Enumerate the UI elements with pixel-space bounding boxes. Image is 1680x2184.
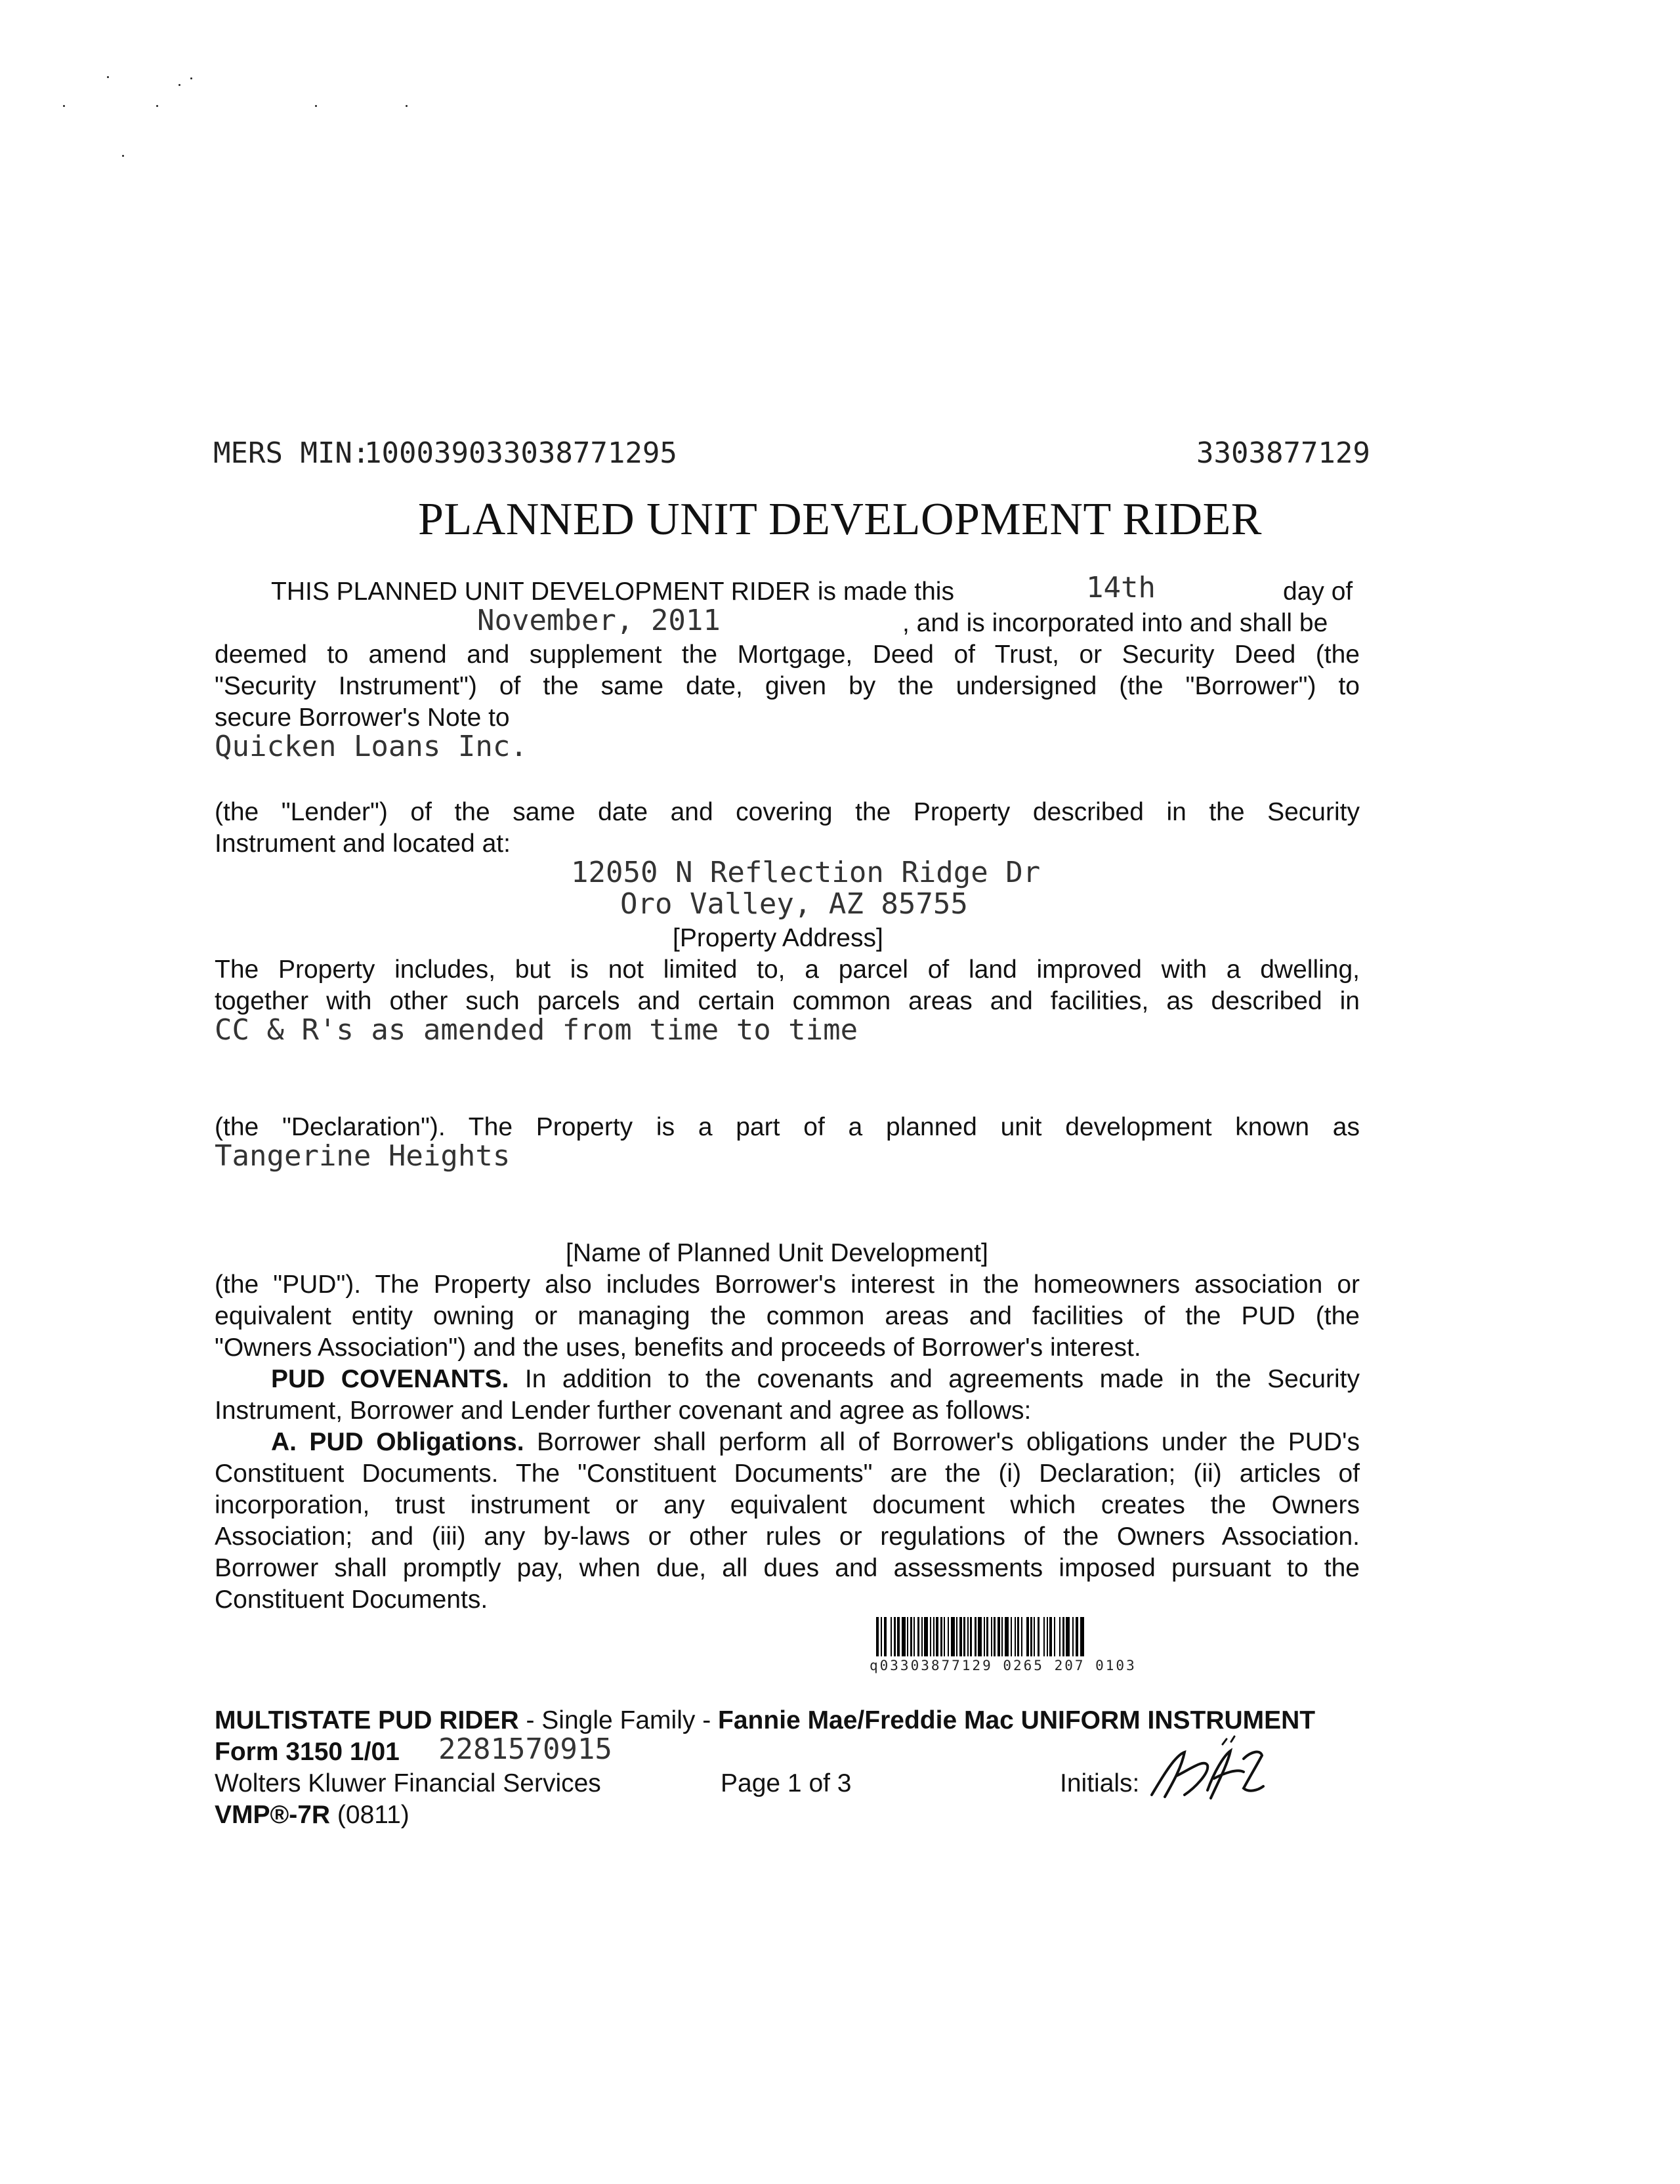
intro-line3: deemed to amend and supplement the Mortgage, Deed of Trust, or Security Deed (the: [215, 640, 1360, 669]
covenants-text1: In addition to the covenants and agreements made in the Security: [509, 1365, 1360, 1393]
form-title: [215, 1705, 1315, 1736]
form-number: Form 3150 1/01: [215, 1738, 400, 1766]
property-line6: "Owners Association") and the uses, benefits and proceeds of Borrower's interest.: [215, 1334, 1141, 1362]
intro-line5: secure Borrower's Note to: [215, 704, 510, 732]
section-a-line6: Constituent Documents.: [215, 1586, 488, 1614]
scan-speck: [315, 105, 317, 107]
pud-name-fill: Tangerine Heights: [215, 1139, 511, 1173]
section-a-line4: Association; and (iii) any by-laws or other rules or regulations of the Owners Association.: [215, 1522, 1360, 1551]
property-street: 12050 N Reflection Ridge Dr: [571, 856, 1041, 889]
section-a-text1: Borrower shall perform all of Borrower's obligations under the PUD's: [524, 1428, 1360, 1456]
section-a-line2: Constituent Documents. The "Constituent Documents" are the (i) Declaration; (ii) articles of: [215, 1460, 1360, 1488]
initials-label: Initials:: [1060, 1769, 1140, 1797]
vmp-code-bold: VMP®-7R: [215, 1801, 331, 1829]
intro-line2: , and is incorporated into and shall be: [902, 609, 1328, 637]
section-a-line1: [271, 1427, 1360, 1458]
declaration-name-fill: CC & R's as amended from time to time: [215, 1013, 858, 1047]
scan-speck: [190, 77, 192, 79]
form-title-mid: - Single Family -: [518, 1706, 719, 1734]
scan-speck: [107, 76, 109, 78]
mers-min: 100039033038771295: [364, 436, 677, 470]
vmp-code-rest: (0811): [330, 1801, 410, 1829]
intro-line6: (the "Lender") of the same date and covering the Property described in the Security: [215, 798, 1360, 826]
barcode-number: q03303877129 0265 207 0103: [870, 1658, 1137, 1673]
property-city: Oro Valley, AZ 85755: [620, 887, 968, 921]
scan-speck: [156, 105, 158, 107]
pud-name-caption: [Name of Planned Unit Development]: [566, 1239, 988, 1267]
day-fill: 14th: [1086, 571, 1156, 604]
property-address-caption: [Property Address]: [673, 924, 883, 952]
initials-signature: [1145, 1732, 1270, 1811]
intro-line7: Instrument and located at:: [215, 830, 511, 858]
property-line2: together with other such parcels and certain common areas and facilities, as described in: [215, 987, 1360, 1015]
page-title: PLANNED UNIT DEVELOPMENT RIDER: [418, 494, 1262, 545]
covenants-line1: [271, 1364, 1360, 1395]
scan-speck: [122, 155, 124, 157]
section-a-line3: incorporation, trust instrument or any equivalent document which creates the Owners: [215, 1491, 1360, 1519]
barcode: [876, 1617, 1322, 1656]
loan-number: 3303877129: [1196, 436, 1370, 470]
barcode-bar: [1080, 1617, 1084, 1656]
form-title-bold: MULTISTATE PUD RIDER: [215, 1706, 519, 1734]
scan-speck: [63, 105, 65, 107]
intro-day-of: day of: [1283, 578, 1353, 606]
scan-speck: [178, 84, 180, 86]
vmp-code: [215, 1799, 410, 1831]
month-year-fill: November, 2011: [477, 604, 721, 637]
page-number: Page 1 of 3: [721, 1769, 852, 1797]
covenants-line2: Instrument, Borrower and Lender further covenant and agree as follows:: [215, 1396, 1032, 1425]
section-a-line5: Borrower shall promptly pay, when due, all dues and assessments imposed pursuant to the: [215, 1554, 1360, 1582]
lender-name-fill: Quicken Loans Inc.: [215, 730, 528, 763]
property-line5: equivalent entity owning or managing the common areas and facilities of the PUD (the: [215, 1302, 1360, 1330]
publisher: Wolters Kluwer Financial Services: [215, 1769, 601, 1797]
covenants-heading: PUD COVENANTS.: [271, 1365, 509, 1393]
property-line1: The Property includes, but is not limited to, a parcel of land improved with a dwelling,: [215, 956, 1360, 984]
property-line4: (the "PUD"). The Property also includes Borrower's interest in the homeowners association or: [215, 1270, 1360, 1299]
intro-line1: THIS PLANNED UNIT DEVELOPMENT RIDER is made this: [271, 578, 954, 606]
property-line3: (the "Declaration"). The Property is a part of a planned unit development known as: [215, 1113, 1360, 1141]
intro-line4: "Security Instrument") of the same date, given by the undersigned (the "Borrower") to: [215, 672, 1360, 700]
scan-speck: [406, 105, 408, 107]
section-a-heading: A. PUD Obligations.: [271, 1428, 524, 1456]
mers-label: MERS MIN:: [213, 436, 370, 470]
document-id: 2281570915: [438, 1732, 612, 1766]
form-title-bold2: Fannie Mae/Freddie Mac UNIFORM INSTRUMENT: [718, 1706, 1316, 1734]
